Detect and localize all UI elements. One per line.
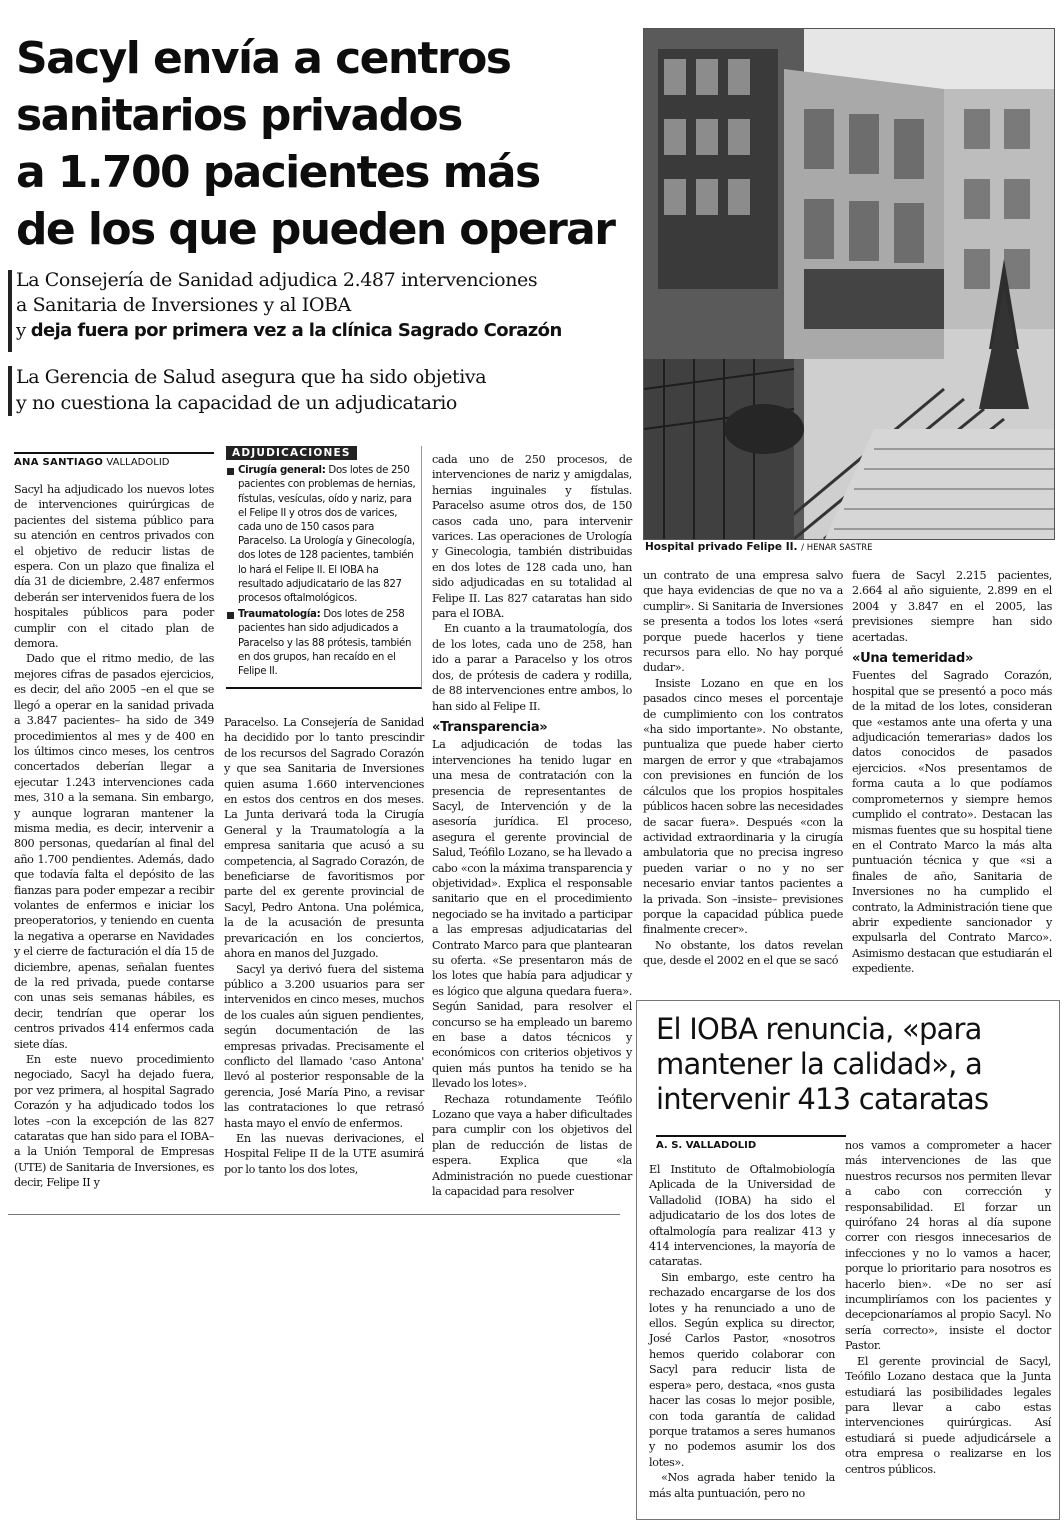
- paragraph: La adjudicación de todas las intervenciones ha tenido lugar en una mesa de contratación con la presencia de representantes de Sacyl, de Intervención y de la asesoría jurídica. El proceso, asegura el gerente provincial de Salud, Teófilo Lozano, se ha llevado a cabo «con la máxima transparencia y objetividad». Explica el responsable sanitario que en el procedimiento negociado se ha invitado a participar a las empresas adjudicatarias del Contrato Marco para que plantearan su oferta. «Se presentaron más de los lotes que había para adjudicar y es lógico que alguna quedara fuera». Según Sanidad, para resolver el concurso se ha empleado un baremo en base a datos técnicos y económicos con criterios objetivos y quien más puntos ha tenido se ha llevado los lotes».: [432, 738, 632, 1091]
- paragraph: «Nos agrada haber tenido la más alta puntuación, pero no: [649, 1471, 835, 1500]
- paragraph: Dado que el ritmo medio, de las mejores cifras de pasados ejercicios, es decir, del año 2005 –en el que se llegó a operar en la sanidad privada a 3.847 pacientes– ha sido de 349 procedimientos al mes y de 400 en los últimos cinco meses, los centros concertados deberían llegar a ejecutar 1.243 intervenciones cada mes, 310 a la semana. Sin embargo, y aunque lograran mantener la misma media, es decir, intervenir a 800 personas, quedarían al final del año 1.700 pendientes. Además, dado que todavía falta el depósito de las fianzas para poder empezar a recibir volantes de enfermos e iniciar los preoperatorios, y teniendo en cuenta la negativa a operarse en Navidades y el cierre de facturación el día 15 de diciembre, apenas, señalan fuentes de la red privada, puede contarse con unas seis semanas hábiles, es decir, tendrían que operar los centros privados 414 enfermos cada siete días.: [14, 652, 214, 1051]
- deck-bold-text: deja fuera por primera vez a la clínica Sagrado Corazón: [30, 320, 562, 341]
- box-item: [226, 464, 421, 606]
- subheading-temeridad: «Una temeridad»: [852, 651, 974, 667]
- box-item-label: Traumatología:: [238, 609, 321, 621]
- box-tag: ADJUDICACIONES: [226, 446, 357, 460]
- paragraph: cada uno de 250 procesos, de intervenciones de nariz y amigdalas, hernias inguinales y fístulas. Paracelso asume otros dos, de 150 casos cada uno, para intervenir varices. Las operaciones de Urología y Ginecologia, también distribuidas en dos lotes de 128 cada uno, han sido adjudicadas en su totalidad al Felipe II. Las 827 cataratas han sido para el IOBA.: [432, 453, 632, 621]
- box-item-label: Cirugía general:: [238, 465, 326, 477]
- paragraph: Sin embargo, este centro ha rechazado encargarse de los dos lotes y ha renunciado a uno de ellos. Según explica su director, José Carlos Pastor, «nosotros hemos querido colaborar con Sacyl para reducir lista de espera» pero, destaca, «nos gusta hacer las cosas lo mejor posible, con toda garantía de calidad porque tratamos a seres humanos y no podemos asumir los dos lotes».: [649, 1270, 835, 1469]
- divider: [8, 1214, 620, 1215]
- photo-credit: / HENAR SASTRE: [801, 543, 873, 553]
- paragraph: No obstante, los datos revelan que, desde el 2002 en el que se sacó: [643, 938, 843, 968]
- sidebar-column-a: [649, 1162, 835, 1501]
- headline-line: de los que pueden operar: [16, 204, 615, 255]
- byline: [14, 452, 214, 468]
- headline-line: sanitarios privados: [16, 90, 462, 141]
- headline-line: a 1.700 pacientes más: [16, 147, 540, 198]
- sidebar-headline: [656, 1012, 1052, 1117]
- paragraph: un contrato de una empresa salvo que haya evidencias de que no va a cumplir». Si Sanitaria de Inversiones se presenta a todos los lotes «será porque puede hacerlos y tiene recursos para ello. No hay porqué dudar».: [643, 569, 843, 675]
- deck-rule: [8, 270, 12, 352]
- box-item-text: Dos lotes de 250 pacientes con problemas de hernias, fístulas, vesículas, oído y nariz, para el Felipe II y otros dos de varices, cada uno de 150 casos para Paracelso. La Urología y Ginecología, dos lotes de 128 pacientes, también lo hará el Felipe II. El IOBA ha resultado adjudicatario de las 827 procesos oftalmológicos.: [238, 465, 416, 605]
- sidebar-headline-line: mantener la calidad», a: [656, 1047, 982, 1081]
- caption-text: Hospital privado Felipe II.: [645, 541, 798, 553]
- deck-line: La Consejería de Sanidad adjudica 2.487 intervenciones: [16, 269, 538, 291]
- deck-rule: [8, 366, 12, 416]
- deck-secondary: [16, 364, 626, 416]
- sidebar-column-b: [845, 1138, 1051, 1477]
- adjudicaciones-box: [226, 446, 422, 689]
- deck-line: La Gerencia de Salud asegura que ha sido objetiva: [16, 366, 487, 388]
- paragraph: Insiste Lozano en que en los pasados cinco meses el porcentaje de cumplimiento con los contratos «ha sido importante». No obstante, puntualiza que puede haber cierto margen de error y que «trabajamos con previsiones en función de los cálculos que los propios hospitales públicos hacen sobre las necesidades de sacar fuera». Después «con la actividad extraordinaria y la cirugía ambulatoria que no precisa ingreso pueden variar o no y no ser necesario enviar tantos pacientes a la privada. Son –insiste– previsiones porque la capacidad pública puede finalmente crecer».: [643, 676, 844, 937]
- article-column-4: [643, 568, 843, 969]
- box-item-text: Dos lotes de 258 pacientes han sido adjudicados a Paracelso y las 88 prótesis, también en dos grupos, han recaído en el Felipe II.: [238, 609, 412, 678]
- paragraph: El Instituto de Oftalmobiología Aplicada de la Universidad de Valladolid (IOBA) ha sido el adjudicatario de los dos lotes de oftalmología para realizar 413 y 414 intervenciones, la mayoría de cataratas.: [649, 1163, 835, 1269]
- deck-prefix: y: [16, 320, 31, 341]
- article-column-2: [224, 715, 424, 1177]
- paragraph: El gerente provincial de Sacyl, Teófilo Lozano destaca que la Junta estudiará las posibilidades legales para llevar a cabo estas intervenciones quirúrgicas. Así estudiará si puede adjudicársele a otra empresa o realizarse en los centros públicos.: [845, 1354, 1051, 1476]
- headline-line: Sacyl envía a centros: [16, 33, 511, 84]
- deck-line: y no cuestiona la capacidad de un adjudicatario: [16, 392, 457, 414]
- article-column-3: [432, 452, 632, 1200]
- article-column-1: [14, 482, 214, 1191]
- paragraph: En este nuevo procedimiento negociado, Sacyl ha dejado fuera, por vez primera, al hospital Sagrado Corazón y ha adjudicado todos los lotes –con la excepción de las 827 cataratas que han sido para el IOBA– a la Unión Temporal de Empresas (UTE) de Sanitaria de Inversiones, es decir, Felipe II y: [14, 1053, 214, 1190]
- photo-caption: [645, 541, 1055, 553]
- paragraph: En cuanto a la traumatología, dos de los lotes, cada uno de 258, han ido a parar a Paracelso y los otros dos, de prótesis de cadera y rodilla, de 88 intervenciones entre ambos, lo han sido al Felipe II.: [432, 622, 632, 713]
- hospital-photo-illustration: [644, 29, 1055, 540]
- sidebar-headline-line: intervenir 413 cataratas: [656, 1082, 989, 1116]
- box-item: [226, 608, 421, 679]
- paragraph: Sacyl ha adjudicado los nuevos lotes de intervenciones quirúrgicas de pacientes del sistema público para su atención en centros privados con el objetivo de reducir listas de espera. Con un plazo que finaliza el día 31 de diciembre, 2.487 enfermos deberán ser intervenidos fuera de los hospitales públicos para poder cumplir con el citado plan de demora.: [14, 483, 214, 651]
- paragraph: nos vamos a comprometer a hacer más intervenciones de las que nuestros recursos nos permiten llevar a cabo con corrección y responsabilidad. El forzar un quirófano 24 horas al día supone correr con riesgos innecesarios de infecciones y no lo vamos a hacer, porque lo prioritario para nosotros es hacerlo bien». «De no ser así incumpliríamos con los pacientes y decepcionaríamos al propio Sacyl. No sería correcto», insiste el doctor Pastor.: [845, 1139, 1051, 1353]
- sidebar-byline: A. S. VALLADOLID: [656, 1135, 846, 1151]
- deck-line: a Sanitaria de Inversiones y al IOBA: [16, 294, 351, 316]
- headline: [16, 30, 626, 258]
- paragraph: Rechaza rotundamente Teófilo Lozano que vaya a haber dificultades para cumplir con los objetivos del plan de reducción de listas de espera. Explica que «la Administración no puede cuestionar la capacidad para resolver: [432, 1092, 632, 1199]
- hospital-photo: [643, 28, 1055, 540]
- paragraph: fuera de Sacyl 2.215 pacientes, 2.664 al año siguiente, 2.899 en el 2004 y 3.847 en el 2005, las previsiones siempre han sido acertadas.: [852, 569, 1052, 644]
- deck-primary: [16, 268, 626, 343]
- paragraph: Fuentes del Sagrado Corazón, hospital que se presentó a poco más de la mitad de los lotes, consideran que «estamos ante una oferta y una adjudicación temerarias» dados los datos conocidos de pasados ejercicios. «Nos presentamos de forma cauta a lo que podíamos comprometernos y siempre hemos cumplido el contrato». Destacan las mismas fuentes que su hospital tiene en el Contrato Marco la más alta puntuación técnica y que «si a finales de año, Sanitaria de Inversiones no ha cumplido el contrato, la Administración tiene que abrir expediente sancionador y expulsarla del Contrato Marco». Asimismo destacan que estudiarán el expediente.: [852, 669, 1052, 976]
- sidebar-headline-line: El IOBA renuncia, «para: [656, 1012, 982, 1046]
- byline-city: VALLADOLID: [106, 457, 170, 468]
- subheading-transparencia: «Transparencia»: [432, 719, 548, 735]
- article-column-5: [852, 568, 1052, 977]
- paragraph: En las nuevas derivaciones, el Hospital Felipe II de la UTE asumirá por lo tanto los dos lotes,: [224, 1131, 424, 1176]
- deck-line-bold: [16, 318, 626, 343]
- paragraph: Sacyl ya derivó fuera del sistema público a 3.200 usuarios para ser intervenidos en cinco meses, muchos de los cuales aún siguen pendientes, según documentación de las empresas privadas. Precisamente el conflicto del llamado 'caso Antona' llevó al posterior responsable de la gerencia, José María Pino, a revisar las contrataciones lo que retrasó hasta mayo el envío de enfermos.: [224, 962, 424, 1130]
- paragraph: Paracelso. La Consejería de Sanidad ha decidido por lo tanto prescindir de los recursos del Sagrado Corazón y que sea Sanitaria de Inversiones quien asuma 1.660 intervenciones en estos dos centros en dos meses. La Junta derivará toda la Cirugía General y la Traumatología a la empresa sanitaria que acusó a su competencia, al Sagrado Corazón, de beneficiarse de favoritismos por parte del ex gerente provincial de Sacyl, Pedro Antona. Una polémica, la de la acusación de presunta prevaricación en los conciertos, ahora en manos del Juzgado.: [224, 716, 424, 961]
- byline-author: ANA SANTIAGO: [14, 457, 104, 468]
